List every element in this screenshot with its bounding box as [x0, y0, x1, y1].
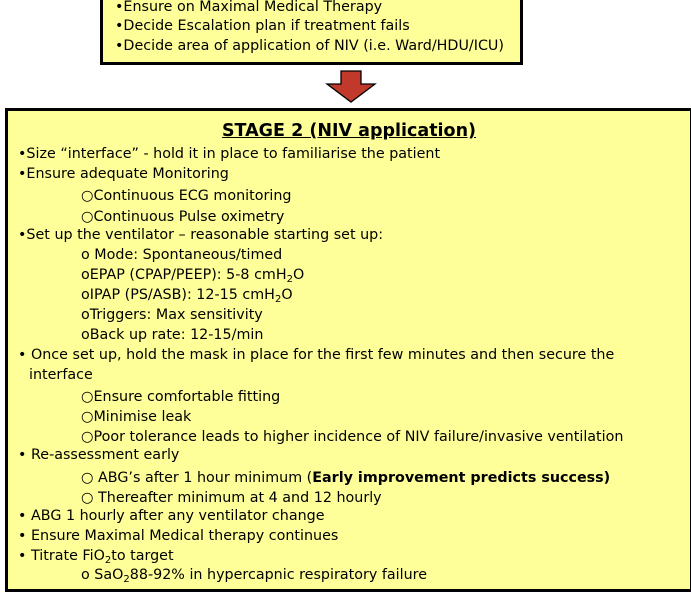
- stage2-box: [5, 108, 691, 592]
- item-titrate-fio2: • Titrate FiO$_2$to target: [18, 548, 174, 566]
- item-ensure-monitoring: •Ensure adequate Monitoring: [18, 166, 229, 182]
- item-abg-hourly: • ABG 1 hourly after any ventilator change: [18, 508, 325, 524]
- subitem-sao2-target: o SaO$_2$88-92% in hypercapnic respiratory failure: [81, 567, 427, 585]
- subitem-pulse-oximetry: ○Continuous Pulse oximetry: [81, 209, 285, 225]
- subitem-ipap: oIPAP (PS/ASB): 12-15 cmH$_2$O: [81, 287, 293, 305]
- item-once-setup: • Once set up, hold the mask in place for the first few minutes and then secure the: [18, 347, 615, 363]
- subitem-ecg-monitoring: ○Continuous ECG monitoring: [81, 188, 292, 204]
- subitem-minimise-leak: ○Minimise leak: [81, 409, 192, 425]
- item-setup-ventilator: •Set up the ventilator – reasonable starting set up:: [18, 227, 384, 243]
- stage1-item-niv-area: •Decide area of application of NIV (i.e. Ward/HDU/ICU): [115, 38, 504, 54]
- stage1-item-maximal-therapy: •Ensure on Maximal Medical Therapy: [115, 0, 383, 15]
- subitem-thereafter: ○ Thereafter minimum at 4 and 12 hourly: [81, 490, 382, 506]
- subitem-poor-tolerance: ○Poor tolerance leads to higher incidence of NIV failure/invasive ventilation: [81, 429, 624, 445]
- stage1-item-escalation-plan: •Decide Escalation plan if treatment fails: [115, 18, 410, 34]
- subitem-abg-one-hour: ○ ABG’s after 1 hour minimum (Early improvement predicts success): [81, 470, 611, 486]
- subitem-epap: oEPAP (CPAP/PEEP): 5-8 cmH$_2$O: [81, 267, 305, 285]
- item-ensure-maximal: • Ensure Maximal Medical therapy continues: [18, 528, 339, 544]
- stage2-title: STAGE 2 (NIV application): [221, 121, 477, 141]
- item-once-setup-continued: interface: [29, 367, 93, 383]
- item-reassessment: • Re-assessment early: [18, 447, 180, 463]
- subitem-backup-rate: oBack up rate: 12-15/min: [81, 327, 264, 343]
- stage1-box: [100, 0, 523, 65]
- down-arrow-icon: [325, 70, 377, 104]
- subitem-comfortable-fitting: ○Ensure comfortable fitting: [81, 389, 281, 405]
- subitem-mode: o Mode: Spontaneous/timed: [81, 247, 283, 263]
- subitem-triggers: oTriggers: Max sensitivity: [81, 307, 263, 323]
- item-size-interface: •Size “interface” - hold it in place to familiarise the patient: [18, 146, 441, 162]
